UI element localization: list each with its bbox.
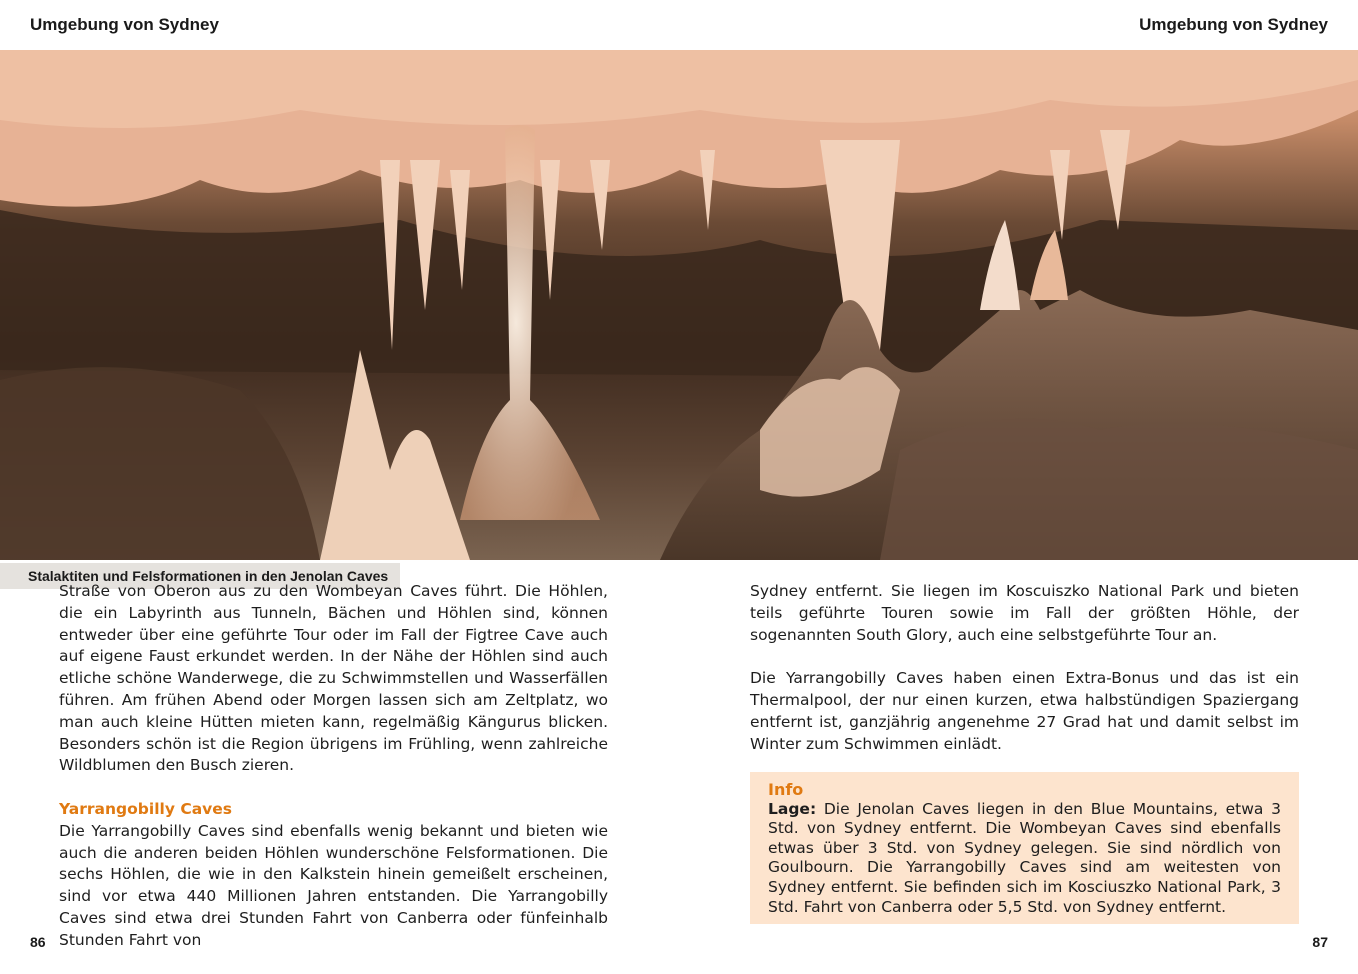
- running-head-right: Umgebung von Sydney: [1139, 15, 1328, 34]
- info-box-text: [768, 800, 1281, 918]
- running-head-left: Umgebung von Sydney: [30, 15, 219, 34]
- info-box-title: Info: [768, 780, 804, 799]
- left-paragraph-2: Die Yarrangobilly Caves sind ebenfalls wenig bekannt und bieten wie auch die anderen beiden Höhlen wunderschöne Felsformationen. Die sechs Höhlen, die wie in den Kalkstein hinein gemeißelt erscheinen, sind vor etwa 440 Millionen Jahren entstanden. Die Yarrangobilly Caves sind etwa drei Stunden Fahrt von Canberra oder fünfeinhalb Stunden Fahrt von: [59, 821, 608, 949]
- right-paragraph-1: Sydney entfernt. Sie liegen im Koscuiszko National Park und bieten teils geführte Touren sowie im Fall der größten Höhle, der sogenannten South Glory, auch eine selbstgeführte Tour an.: [750, 582, 1299, 644]
- cave-photo: [0, 50, 1358, 584]
- page-number-right: 87: [1312, 934, 1328, 950]
- page-number-left: 86: [30, 934, 46, 950]
- section-heading-yarrangobilly: Yarrangobilly Caves: [59, 799, 232, 818]
- info-box-body: Die Jenolan Caves liegen in den Blue Mountains, etwa 3 Std. von Sydney entfernt. Die Wombeyan Caves sind ebenfalls etwas über 3 Std. von Sydney gelegen. Sie sind nördlich von Goulbourn. Die Yarrangobilly Caves sind am weitesten von Sydney entfernt. Sie befinden sich im Kosciuszko National Park, 3 Std. Fahrt von Canberra oder 5,5 Std. von Sydney entfernt.: [768, 799, 1281, 916]
- right-paragraph-2: Die Yarrangobilly Caves haben einen Extra-Bonus und das ist ein Thermalpool, der nur einen kurzen, etwa halbstündigen Spaziergang entfernt ist, ganzjährig angenehme 27 Grad hat und damit selbst im Winter zum Schwimmen einlädt.: [750, 669, 1299, 753]
- info-box-label: Lage:: [768, 799, 817, 818]
- left-paragraph-1: Straße von Oberon aus zu den Wombeyan Caves führt. Die Höhlen, die ein Labyrinth aus Tunneln, Bächen und Höhlen sind, können entweder über eine geführte Tour oder im Fall der Figtree Cave auch auf eigene Faust erkundet werden. In der Nähe der Höhlen sind auch etliche schöne Wanderwege, die zu Schwimmstellen und Wasserfällen führen. Am frühen Abend oder Morgen lassen sich am Zeltplatz, wo man auch kleine Hütten mieten kann, regelmäßig Kängurus blicken. Besonders schön ist die Region übrigens im Frühling, wenn zahlreiche Wildblumen den Busch zieren.: [59, 582, 608, 775]
- photo-caption: Stalaktiten und Felsformationen in den Jenolan Caves: [0, 563, 400, 589]
- cave-illustration: [0, 50, 1358, 560]
- right-column: [750, 581, 1299, 755]
- info-box: [750, 772, 1299, 924]
- left-column: [59, 581, 608, 952]
